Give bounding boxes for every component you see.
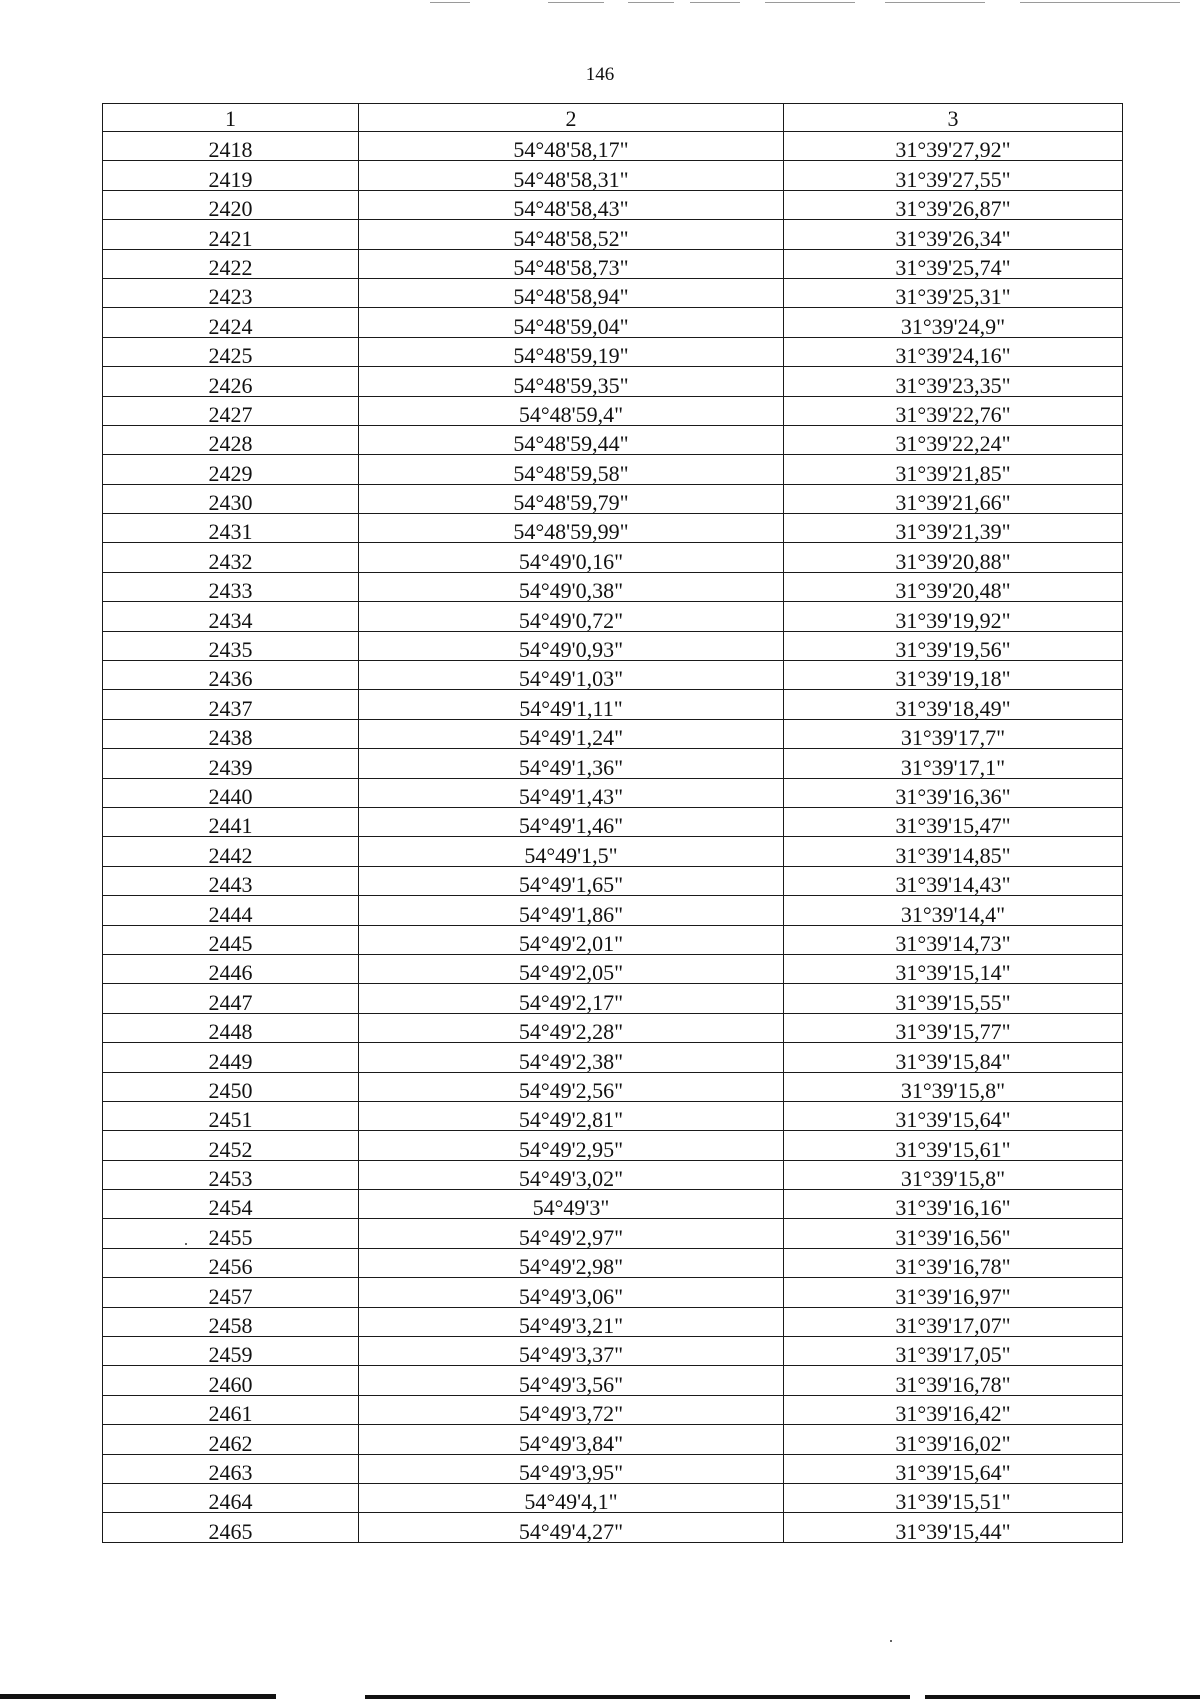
point-number-cell: 2441	[103, 807, 359, 836]
point-number-cell: 2462	[103, 1425, 359, 1454]
latitude-cell: 54°49'2,95"	[359, 1131, 784, 1160]
point-number-cell: 2453	[103, 1160, 359, 1189]
longitude-cell: 31°39'24,16"	[784, 337, 1123, 366]
table-row	[103, 1190, 1123, 1219]
latitude-cell: 54°49'2,98"	[359, 1248, 784, 1277]
point-number-cell: 2446	[103, 954, 359, 983]
latitude-cell: 54°49'4,1"	[359, 1483, 784, 1512]
longitude-cell: 31°39'15,14"	[784, 954, 1123, 983]
point-number-cell: 2436	[103, 661, 359, 690]
scan-artifact-top	[885, 2, 985, 3]
point-number-cell: 2447	[103, 984, 359, 1013]
table-row	[103, 484, 1123, 513]
point-number-cell: 2461	[103, 1395, 359, 1424]
point-number-cell: 2440	[103, 778, 359, 807]
scan-artifact-top	[690, 2, 740, 3]
longitude-cell: 31°39'20,88"	[784, 543, 1123, 572]
table-row	[103, 543, 1123, 572]
longitude-cell: 31°39'16,78"	[784, 1248, 1123, 1277]
point-number-cell: 2454	[103, 1190, 359, 1219]
longitude-cell: 31°39'21,39"	[784, 514, 1123, 543]
latitude-cell: 54°49'0,38"	[359, 572, 784, 601]
table-row	[103, 1160, 1123, 1189]
longitude-cell: 31°39'22,76"	[784, 396, 1123, 425]
longitude-cell: 31°39'20,48"	[784, 572, 1123, 601]
latitude-cell: 54°49'2,56"	[359, 1072, 784, 1101]
longitude-cell: 31°39'14,4"	[784, 896, 1123, 925]
latitude-cell: 54°48'59,04"	[359, 308, 784, 337]
latitude-cell: 54°49'3,02"	[359, 1160, 784, 1189]
table-row	[103, 1425, 1123, 1454]
longitude-cell: 31°39'15,44"	[784, 1513, 1123, 1542]
latitude-cell: 54°49'3,06"	[359, 1278, 784, 1307]
point-number-cell: 2437	[103, 690, 359, 719]
latitude-cell: 54°49'1,11"	[359, 690, 784, 719]
longitude-cell: 31°39'16,42"	[784, 1395, 1123, 1424]
table-row	[103, 1307, 1123, 1336]
point-number-cell: 2429	[103, 455, 359, 484]
longitude-cell: 31°39'17,05"	[784, 1337, 1123, 1366]
scan-speck	[890, 1640, 892, 1642]
bottom-edge-bar	[925, 1695, 1200, 1699]
table-row	[103, 1013, 1123, 1042]
point-number-cell: 2420	[103, 190, 359, 219]
point-number-cell: 2425	[103, 337, 359, 366]
table-row	[103, 837, 1123, 866]
table-row	[103, 954, 1123, 983]
point-number-cell: 2452	[103, 1131, 359, 1160]
column-header: 1	[103, 104, 359, 132]
longitude-cell: 31°39'16,78"	[784, 1366, 1123, 1395]
table-row	[103, 1366, 1123, 1395]
table-row	[103, 1454, 1123, 1483]
latitude-cell: 54°49'2,17"	[359, 984, 784, 1013]
longitude-cell: 31°39'25,74"	[784, 249, 1123, 278]
longitude-cell: 31°39'14,85"	[784, 837, 1123, 866]
table-row	[103, 925, 1123, 954]
latitude-cell: 54°48'59,35"	[359, 367, 784, 396]
longitude-cell: 31°39'27,55"	[784, 161, 1123, 190]
latitude-cell: 54°49'1,5"	[359, 837, 784, 866]
table-row	[103, 220, 1123, 249]
latitude-cell: 54°49'1,86"	[359, 896, 784, 925]
point-number-cell: 2433	[103, 572, 359, 601]
longitude-cell: 31°39'15,64"	[784, 1101, 1123, 1130]
longitude-cell: 31°39'19,92"	[784, 602, 1123, 631]
scan-artifact-top	[430, 2, 470, 3]
latitude-cell: 54°49'0,72"	[359, 602, 784, 631]
table-row	[103, 1278, 1123, 1307]
longitude-cell: 31°39'16,16"	[784, 1190, 1123, 1219]
longitude-cell: 31°39'15,84"	[784, 1043, 1123, 1072]
table-row	[103, 249, 1123, 278]
latitude-cell: 54°49'2,97"	[359, 1219, 784, 1248]
latitude-cell: 54°49'1,36"	[359, 749, 784, 778]
longitude-cell: 31°39'16,36"	[784, 778, 1123, 807]
longitude-cell: 31°39'15,8"	[784, 1160, 1123, 1189]
latitude-cell: 54°48'58,31"	[359, 161, 784, 190]
longitude-cell: 31°39'21,85"	[784, 455, 1123, 484]
latitude-cell: 54°48'59,79"	[359, 484, 784, 513]
latitude-cell: 54°49'1,46"	[359, 807, 784, 836]
longitude-cell: 31°39'16,97"	[784, 1278, 1123, 1307]
latitude-cell: 54°49'2,28"	[359, 1013, 784, 1042]
point-number-cell: 2465	[103, 1513, 359, 1542]
table-row	[103, 1513, 1123, 1542]
latitude-cell: 54°48'58,94"	[359, 278, 784, 307]
latitude-cell: 54°49'3,37"	[359, 1337, 784, 1366]
point-number-cell: 2432	[103, 543, 359, 572]
table-row	[103, 749, 1123, 778]
longitude-cell: 31°39'26,87"	[784, 190, 1123, 219]
table-row	[103, 778, 1123, 807]
latitude-cell: 54°48'58,52"	[359, 220, 784, 249]
longitude-cell: 31°39'15,61"	[784, 1131, 1123, 1160]
point-number-cell: 2464	[103, 1483, 359, 1512]
table-row	[103, 719, 1123, 748]
point-number-cell: 2419	[103, 161, 359, 190]
scan-speck	[185, 1243, 187, 1245]
table-row	[103, 602, 1123, 631]
point-number-cell: 2443	[103, 866, 359, 895]
point-number-cell: 2463	[103, 1454, 359, 1483]
table-row	[103, 984, 1123, 1013]
table-row	[103, 1395, 1123, 1424]
table-row	[103, 514, 1123, 543]
point-number-cell: 2418	[103, 132, 359, 161]
longitude-cell: 31°39'15,51"	[784, 1483, 1123, 1512]
scan-artifact-top	[548, 2, 604, 3]
table-row	[103, 1337, 1123, 1366]
point-number-cell: 2430	[103, 484, 359, 513]
coordinates-table	[102, 103, 1123, 1543]
latitude-cell: 54°49'1,43"	[359, 778, 784, 807]
longitude-cell: 31°39'21,66"	[784, 484, 1123, 513]
point-number-cell: 2434	[103, 602, 359, 631]
scan-artifact-top	[628, 2, 674, 3]
table-row	[103, 1072, 1123, 1101]
table-row	[103, 190, 1123, 219]
point-number-cell: 2435	[103, 631, 359, 660]
page-number: 146	[585, 64, 615, 85]
table-row	[103, 337, 1123, 366]
latitude-cell: 54°49'3,56"	[359, 1366, 784, 1395]
longitude-cell: 31°39'17,7"	[784, 719, 1123, 748]
point-number-cell: 2428	[103, 425, 359, 454]
longitude-cell: 31°39'15,77"	[784, 1013, 1123, 1042]
latitude-cell: 54°49'0,93"	[359, 631, 784, 660]
longitude-cell: 31°39'17,1"	[784, 749, 1123, 778]
latitude-cell: 54°48'59,58"	[359, 455, 784, 484]
point-number-cell: 2424	[103, 308, 359, 337]
point-number-cell: 2450	[103, 1072, 359, 1101]
longitude-cell: 31°39'24,9"	[784, 308, 1123, 337]
table-row	[103, 661, 1123, 690]
point-number-cell: 2422	[103, 249, 359, 278]
table-row	[103, 1131, 1123, 1160]
latitude-cell: 54°48'58,73"	[359, 249, 784, 278]
latitude-cell: 54°48'59,4"	[359, 396, 784, 425]
table-row	[103, 896, 1123, 925]
latitude-cell: 54°49'2,81"	[359, 1101, 784, 1130]
point-number-cell: 2460	[103, 1366, 359, 1395]
point-number-cell: 2427	[103, 396, 359, 425]
point-number-cell: 2438	[103, 719, 359, 748]
longitude-cell: 31°39'17,07"	[784, 1307, 1123, 1336]
latitude-cell: 54°49'1,65"	[359, 866, 784, 895]
table-row	[103, 631, 1123, 660]
latitude-cell: 54°48'58,43"	[359, 190, 784, 219]
table-row	[103, 572, 1123, 601]
table-row	[103, 308, 1123, 337]
table-row	[103, 132, 1123, 161]
point-number-cell: 2444	[103, 896, 359, 925]
latitude-cell: 54°49'0,16"	[359, 543, 784, 572]
scan-artifact-top	[1020, 2, 1180, 3]
point-number-cell: 2451	[103, 1101, 359, 1130]
latitude-cell: 54°49'2,05"	[359, 954, 784, 983]
longitude-cell: 31°39'14,43"	[784, 866, 1123, 895]
table-row	[103, 1043, 1123, 1072]
table-row	[103, 807, 1123, 836]
table-row	[103, 1219, 1123, 1248]
table-row	[103, 161, 1123, 190]
column-header: 3	[784, 104, 1123, 132]
longitude-cell: 31°39'18,49"	[784, 690, 1123, 719]
point-number-cell: 2421	[103, 220, 359, 249]
table-header-row	[103, 104, 1123, 132]
table-row	[103, 866, 1123, 895]
latitude-cell: 54°48'59,44"	[359, 425, 784, 454]
latitude-cell: 54°49'3,21"	[359, 1307, 784, 1336]
table-row	[103, 396, 1123, 425]
column-header: 2	[359, 104, 784, 132]
table-row	[103, 1483, 1123, 1512]
table-row	[103, 367, 1123, 396]
table-row	[103, 690, 1123, 719]
point-number-cell: 2423	[103, 278, 359, 307]
point-number-cell: 2448	[103, 1013, 359, 1042]
table-row	[103, 278, 1123, 307]
longitude-cell: 31°39'23,35"	[784, 367, 1123, 396]
longitude-cell: 31°39'25,31"	[784, 278, 1123, 307]
point-number-cell: 2458	[103, 1307, 359, 1336]
longitude-cell: 31°39'26,34"	[784, 220, 1123, 249]
point-number-cell: 2459	[103, 1337, 359, 1366]
latitude-cell: 54°49'2,38"	[359, 1043, 784, 1072]
table-row	[103, 1248, 1123, 1277]
latitude-cell: 54°49'3,84"	[359, 1425, 784, 1454]
longitude-cell: 31°39'14,73"	[784, 925, 1123, 954]
scan-artifact-top	[765, 2, 855, 3]
latitude-cell: 54°49'3,95"	[359, 1454, 784, 1483]
point-number-cell: 2457	[103, 1278, 359, 1307]
point-number-cell: 2445	[103, 925, 359, 954]
point-number-cell: 2449	[103, 1043, 359, 1072]
point-number-cell: 2439	[103, 749, 359, 778]
latitude-cell: 54°49'3"	[359, 1190, 784, 1219]
longitude-cell: 31°39'16,02"	[784, 1425, 1123, 1454]
longitude-cell: 31°39'15,55"	[784, 984, 1123, 1013]
latitude-cell: 54°49'3,72"	[359, 1395, 784, 1424]
longitude-cell: 31°39'27,92"	[784, 132, 1123, 161]
latitude-cell: 54°48'59,99"	[359, 514, 784, 543]
longitude-cell: 31°39'15,64"	[784, 1454, 1123, 1483]
latitude-cell: 54°49'1,24"	[359, 719, 784, 748]
point-number-cell: 2431	[103, 514, 359, 543]
latitude-cell: 54°48'59,19"	[359, 337, 784, 366]
table-body	[103, 132, 1123, 1543]
table-row	[103, 1101, 1123, 1130]
longitude-cell: 31°39'19,56"	[784, 631, 1123, 660]
longitude-cell: 31°39'15,8"	[784, 1072, 1123, 1101]
latitude-cell: 54°49'4,27"	[359, 1513, 784, 1542]
longitude-cell: 31°39'15,47"	[784, 807, 1123, 836]
point-number-cell: 2426	[103, 367, 359, 396]
longitude-cell: 31°39'16,56"	[784, 1219, 1123, 1248]
bottom-edge-bar	[0, 1694, 276, 1699]
table-row	[103, 425, 1123, 454]
bottom-edge-bar	[365, 1695, 910, 1699]
table-row	[103, 455, 1123, 484]
latitude-cell: 54°49'2,01"	[359, 925, 784, 954]
longitude-cell: 31°39'22,24"	[784, 425, 1123, 454]
latitude-cell: 54°48'58,17"	[359, 132, 784, 161]
point-number-cell: 2442	[103, 837, 359, 866]
longitude-cell: 31°39'19,18"	[784, 661, 1123, 690]
point-number-cell: 2456	[103, 1248, 359, 1277]
point-number-cell: 2455	[103, 1219, 359, 1248]
latitude-cell: 54°49'1,03"	[359, 661, 784, 690]
